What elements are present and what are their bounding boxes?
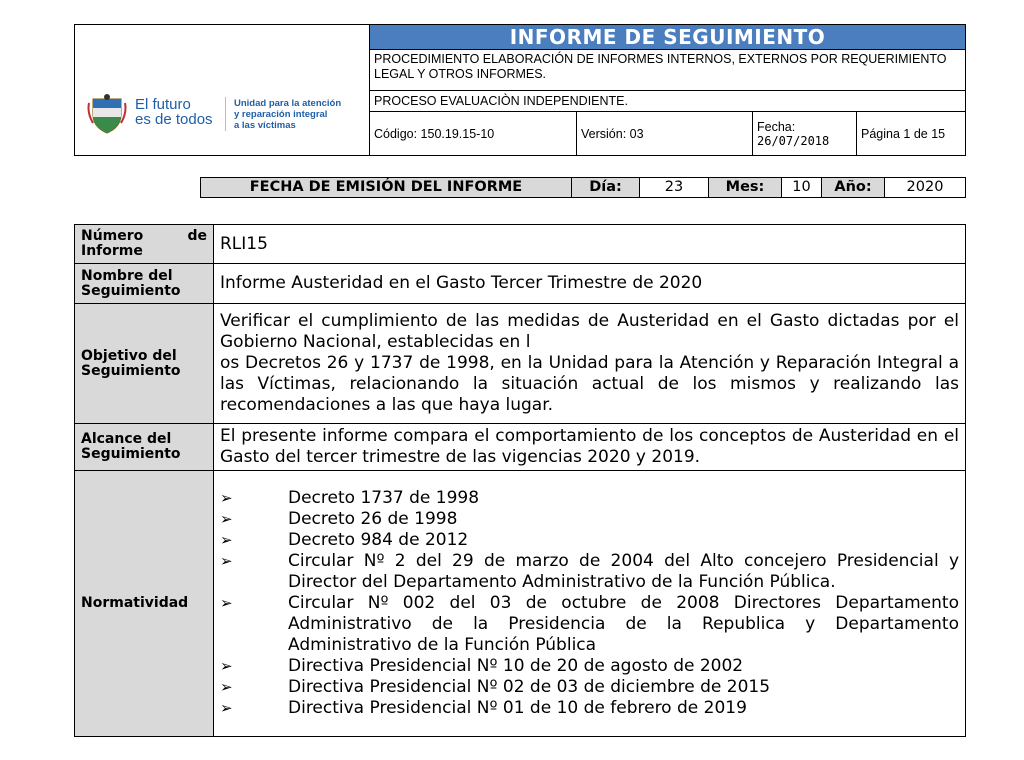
day-value: 23 (640, 178, 709, 197)
logo-cell (75, 25, 370, 155)
list-item: ➢ Directiva Presidencial Nº 02 de 03 de diciembre de 2015 (220, 677, 771, 697)
list-item: ➢ Decreto 1737 de 1998 (220, 488, 480, 508)
colombia-coat-of-arms-icon (87, 93, 127, 135)
regulations-label: Normatividad (75, 471, 214, 737)
arrow-bullet-icon: ➢ (220, 678, 233, 696)
year-value: 2020 (906, 179, 944, 195)
list-item: ➢ Decreto 26 de 1998 (220, 509, 458, 529)
list-item: ➢ Circular Nº 2 del 29 de marzo de 2004 del Alto concejero Presidencial y Director del Departamento Administrativo de la Función Pública. (220, 551, 959, 592)
document-meta (370, 112, 965, 155)
scope-label: Alcance del Seguimiento (75, 424, 214, 471)
list-item: ➢ Directiva Presidencial Nº 10 de 20 de agosto de 2002 (220, 656, 744, 676)
table-row (75, 424, 966, 471)
procedure-name: PROCEDIMIENTO ELABORACIÓN DE INFORMES INTERNOS, EXTERNOS POR REQUERIMIENTO LEGAL Y OTROS INFORMES. (370, 50, 965, 91)
logo-slogan: El futuro es de todos (135, 96, 213, 128)
month-value: 10 (782, 178, 822, 197)
logo-divider (225, 97, 226, 131)
document-date: Fecha: 26/07/2018 (753, 112, 857, 155)
month-label: Mes: (709, 178, 782, 197)
process-name: PROCESO EVALUACIÒN INDEPENDIENTE. (370, 91, 965, 112)
table-row (75, 264, 966, 304)
header-info (370, 25, 965, 155)
issue-date-label: FECHA DE EMISIÓN DEL INFORME (201, 178, 572, 197)
document-title: INFORME DE SEGUIMIENTO (370, 25, 965, 50)
arrow-bullet-icon: ➢ (220, 531, 233, 549)
arrow-bullet-icon: ➢ (220, 594, 233, 612)
document-code: Código: 150.19.15-10 (370, 112, 577, 155)
arrow-bullet-icon: ➢ (220, 552, 233, 570)
page-number: Página 1 de 15 (861, 126, 946, 141)
objective-text: Verificar el cumplimiento de las medidas de Austeridad en el Gasto dictadas por el Gobierno Nacional, establecidas en l os Decretos 26 y 1737 de 1998, en la Unidad para la Atención y Reparación Integral a las Víctimas, relacionando la situación actual de los mismos y realizando las recomendaciones a las que haya lugar. (214, 304, 966, 424)
table-row (75, 304, 966, 424)
arrow-bullet-icon: ➢ (220, 510, 233, 528)
year-label: Año: (822, 178, 885, 197)
arrow-bullet-icon: ➢ (220, 657, 233, 675)
document-header (74, 24, 966, 156)
objective-label: Objetivo del Seguimiento (75, 304, 214, 424)
list-item: ➢ Directiva Presidencial Nº 01 de 10 de febrero de 2019 (220, 698, 747, 718)
report-info-table (74, 224, 966, 737)
regulations-list (220, 488, 959, 719)
day-label: Día: (572, 178, 640, 197)
table-row (75, 225, 966, 264)
arrow-bullet-icon: ➢ (220, 699, 233, 717)
scope-text: El presente informe compara el comportamiento de los conceptos de Austeridad en el Gasto del tercer trimestre de las vigencias 2020 y 2019. (214, 424, 966, 471)
tracking-name-label: Nombre del Seguimiento (75, 264, 214, 304)
tracking-name: Informe Austeridad en el Gasto Tercer Trimestre de 2020 (214, 264, 966, 304)
report-number-label: Número de Informe (75, 225, 214, 264)
report-number: RLI15 (214, 225, 966, 264)
table-row (75, 471, 966, 737)
list-item: ➢ Circular Nº 002 del 03 de octubre de 2008 Directores Departamento Administrativo de la Presidencia de la Republica y Departamento Administrativo de la Función Pública (220, 593, 959, 655)
document-version: Versión: 03 (577, 112, 753, 155)
list-item: ➢ Decreto 984 de 2012 (220, 530, 469, 550)
entity-name: Unidad para la atención y reparación integral a las víctimas (234, 98, 342, 131)
arrow-bullet-icon: ➢ (220, 489, 233, 507)
issue-date-row (200, 177, 966, 198)
regulations-cell (214, 471, 966, 737)
